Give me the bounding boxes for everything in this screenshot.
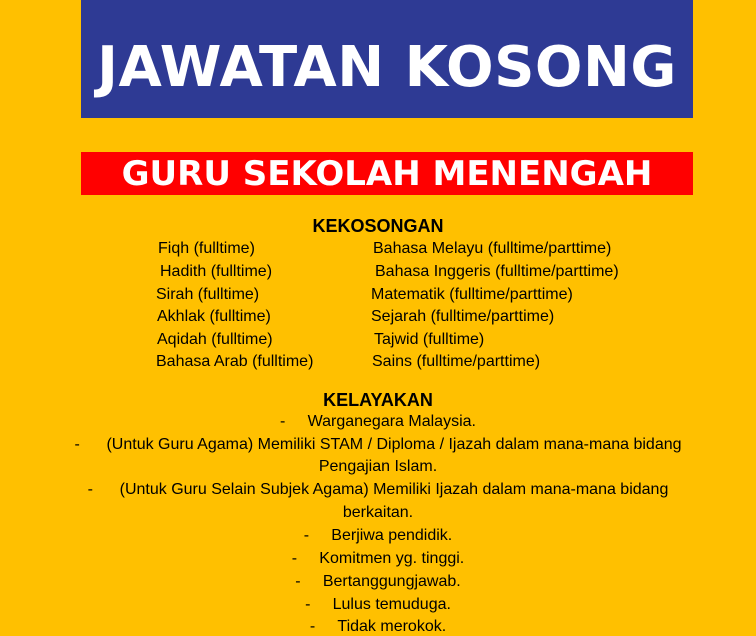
vacancy-item: Hadith (fulltime) bbox=[160, 263, 273, 280]
vacancy-item: Aqidah (fulltime) bbox=[157, 331, 273, 348]
qualification-item: - (Untuk Guru Selain Subjek Agama) Memiliki Ijazah dalam mana-mana bidang bbox=[87, 481, 669, 498]
qualification-item: - (Untuk Guru Agama) Memiliki STAM / Diploma / Ijazah dalam mana-mana bidang bbox=[74, 436, 682, 453]
qualification-item-continuation: berkaitan. bbox=[342, 504, 414, 521]
vacancies-heading: KEKOSONGAN bbox=[312, 216, 444, 236]
vacancy-item: Tajwid (fulltime) bbox=[374, 331, 485, 348]
qualification-item: - Lulus temuduga. bbox=[305, 596, 451, 613]
qualification-item: - Tidak merokok. bbox=[309, 618, 447, 635]
vacancy-item: Bahasa Arab (fulltime) bbox=[156, 353, 314, 370]
bullet-dash: - bbox=[305, 596, 311, 613]
vacancy-item: Bahasa Inggeris (fulltime/parttime) bbox=[375, 263, 619, 280]
page-title: JAWATAN KOSONG bbox=[97, 34, 677, 100]
bullet-dash: - bbox=[291, 550, 298, 567]
qualification-item: - Komitmen yg. tinggi. bbox=[291, 550, 465, 567]
qualification-item: - Warganegara Malaysia. bbox=[280, 413, 476, 430]
vacancy-item: Bahasa Melayu (fulltime/parttime) bbox=[373, 240, 612, 257]
bullet-dash: - bbox=[295, 573, 301, 590]
bullet-dash: - bbox=[303, 527, 310, 544]
subtitle-banner bbox=[81, 152, 693, 195]
qualification-item: - Berjiwa pendidik. bbox=[303, 527, 453, 544]
vacancy-item: Sirah (fulltime) bbox=[156, 286, 260, 303]
vacancy-item: Matematik (fulltime/parttime) bbox=[371, 286, 573, 303]
qualification-item: - Bertanggungjawab. bbox=[295, 573, 461, 590]
vacancy-item: Sains (fulltime/parttime) bbox=[372, 353, 541, 370]
bullet-dash: - bbox=[309, 618, 316, 635]
vacancy-item: Sejarah (fulltime/parttime) bbox=[371, 308, 555, 325]
bullet-dash: - bbox=[74, 436, 80, 453]
page-subtitle: GURU SEKOLAH MENENGAH bbox=[121, 153, 653, 194]
bullet-dash: - bbox=[87, 481, 93, 498]
vacancy-item: Fiqh (fulltime) bbox=[158, 240, 255, 257]
title-banner bbox=[81, 0, 693, 118]
bullet-dash: - bbox=[280, 413, 286, 430]
vacancy-item: Akhlak (fulltime) bbox=[157, 308, 271, 325]
qualification-item-continuation: Pengajian Islam. bbox=[318, 458, 438, 475]
qualifications-heading: KELAYAKAN bbox=[323, 390, 433, 410]
